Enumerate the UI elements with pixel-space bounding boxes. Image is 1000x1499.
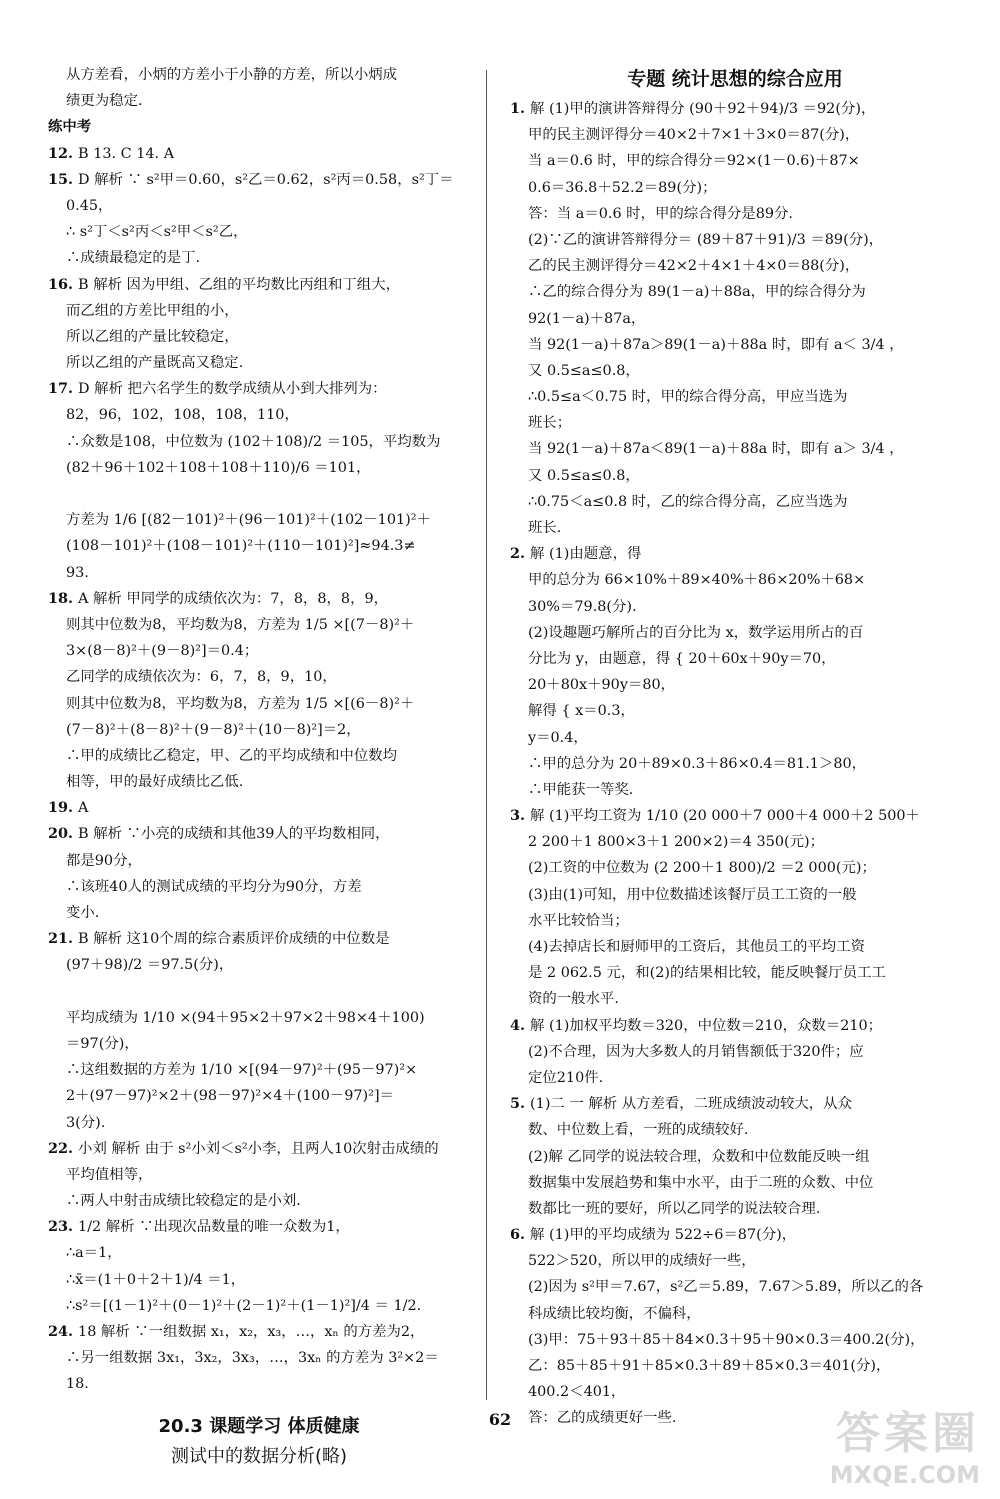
question-number: 6.: [510, 1226, 531, 1244]
text-line: y＝0.4，: [528, 729, 588, 746]
text-line: 则其中位数为8，平均数为8，方差为 1/5 ×[(6－8)²＋: [66, 695, 415, 712]
text-line: ∴0.75＜a≤0.8 时，乙的综合得分高，乙应当选为: [528, 493, 848, 510]
text-line: 0.45，: [66, 197, 113, 214]
question-number: 17.: [48, 380, 79, 398]
watermark-logo: [795, 1397, 980, 1489]
question-number: 21.: [48, 930, 79, 948]
text-line: ∴ s²丁＜s²丙＜s²甲＜s²乙，: [66, 224, 248, 241]
text-line: 6. 解 (1)甲的平均成绩为 522÷6＝87(分)，: [510, 1226, 797, 1244]
text-line: 数据集中发展趋势和集中水平，由于二班的众数、中位: [528, 1174, 874, 1191]
text-line: ∴两人中射击成绩比较稳定的是小刘.: [66, 1193, 301, 1210]
text-line: 522＞520，所以甲的成绩好一些，: [528, 1253, 756, 1270]
text-line: 变小.: [66, 905, 100, 921]
text-line: 乙的民主测评得分＝42×2＋4×1＋4×0＝88(分)，: [528, 258, 860, 275]
question-number: 12.: [48, 144, 79, 162]
text-line: 资的一般水平.: [528, 991, 619, 1008]
question-number: 1.: [510, 100, 531, 117]
text-line: 平均值相等，: [66, 1166, 153, 1183]
text-line: 0.6＝36.8＋52.2＝89(分)；: [528, 179, 717, 196]
text-line: (2)因为 s²甲＝7.67，s²乙＝5.89，7.67＞5.89，所以乙的各: [528, 1279, 924, 1296]
question-number: 18.: [48, 589, 79, 607]
text-line: 又 0.5≤a≤0.8，: [528, 362, 640, 379]
question-number: 16.: [48, 275, 79, 293]
text-line: 当 92(1－a)＋87a＜89(1－a)＋88a 时，即有 a＞ 3/4 ，: [528, 441, 904, 458]
text-line: (4)去掉店长和厨师甲的工资后，其他员工的平均工资: [528, 939, 865, 955]
column-divider: [486, 70, 487, 1400]
question-number: 20.: [48, 825, 79, 843]
text-line: 而乙组的方差比甲组的小，: [66, 302, 239, 319]
right-section-title: 专题 统计思想的综合应用: [627, 68, 843, 90]
text-line: (7－8)²＋(8－8)²＋(9－8)²＋(10－8)²]＝2，: [66, 721, 361, 738]
text-line: 18.: [66, 1376, 89, 1393]
question-number: 2.: [510, 545, 531, 563]
text-line: 数、中位数上看，一班的成绩较好.: [528, 1122, 749, 1139]
text-line: 甲的民主测评得分＝40×2＋7×1＋3×0＝87(分)，: [528, 127, 860, 144]
text-line: ∴0.5≤a＜0.75 时，甲的综合得分高，甲应当选为: [528, 389, 848, 406]
text-line: 17. D 解析 把六名学生的数学成绩从小到大排列为：: [48, 380, 387, 398]
text-line: ∴这组数据的方差为 1/10 ×[(94－97)²＋(95－97)²×: [66, 1062, 418, 1079]
watermark-top: 答案圈: [836, 1408, 980, 1459]
text-line: 82，96，102，108，108，110，: [66, 407, 299, 424]
text-line: (108－101)²＋(108－101)²＋(110－101)²]≈94.3≠: [66, 538, 416, 555]
text-line: 答：当 a＝0.6 时，甲的综合得分是89分.: [528, 205, 793, 222]
question-number: 3.: [510, 807, 531, 825]
text-line: 93.: [66, 564, 89, 581]
text-line: 20＋80x＋90y＝80，: [528, 677, 676, 694]
text-line: 30%＝79.8(分).: [528, 598, 637, 615]
text-line: 18. A 解析 甲同学的成绩依次为：7，8，8，8，9，: [48, 589, 389, 607]
text-line: 是 2 062.5 元，和(2)的结果相比较，能反映餐厅员工工: [528, 965, 886, 982]
text-line: ∴众数是108，中位数为 (102＋108)/2 ＝105，平均数为: [66, 433, 441, 450]
text-line: (82＋96＋102＋108＋108＋110)/6 ＝101，: [66, 459, 371, 476]
question-number: 23.: [48, 1218, 79, 1236]
question-number: 15.: [48, 170, 79, 188]
text-line: 乙同学的成绩依次为：6，7，8，9，10，: [66, 669, 337, 686]
text-line: (2)工资的中位数为 (2 200＋1 800)/2 ＝2 000(元)；: [528, 860, 876, 877]
text-line: (2)设趣题巧解所占的百分比为 x，数学运用所占的百: [528, 624, 864, 641]
text-line: (97＋98)/2 ＝97.5(分)，: [66, 957, 234, 974]
text-line: 绩更为稳定.: [66, 93, 143, 110]
text-line: 解得 { x＝0.3，: [528, 703, 635, 720]
text-line: 2＋(97－97)²×2＋(98－97)²×4＋(100－97)²]＝: [66, 1088, 394, 1105]
text-line: 1. 解 (1)甲的演讲答辩得分 (90＋92＋94)/3 ＝92(分)，: [510, 100, 876, 117]
text-line: (3)甲：75＋93＋85＋84×0.3＋95＋90×0.3＝400.2(分)，: [528, 1331, 925, 1348]
text-line: (2)∵乙的演讲答辩得分＝ (89＋87＋91)/3 ＝89(分)，: [528, 231, 884, 248]
text-line: 20. B 解析 ∵小亮的成绩和其他39人的平均数相同，: [48, 825, 390, 843]
text-line: 班长.: [528, 520, 562, 536]
text-line: 3×(8－8)²＋(9－8)²]＝0.4；: [66, 643, 259, 660]
question-number: 22.: [48, 1139, 79, 1157]
text-line: 方差为 1/6 [(82－101)²＋(96－101)²＋(102－101)²＋: [66, 512, 431, 529]
text-line: ∴甲的总分为 20＋89×0.3＋86×0.4＝81.1＞80，: [528, 755, 867, 772]
text-line: ∴甲能获一等奖.: [528, 781, 634, 798]
section-title-line2: 测试中的数据分析(略): [170, 1445, 348, 1467]
text-line: (2)解 乙同学的说法较合理，众数和中位数能反映一组: [528, 1148, 870, 1165]
text-line: ∴成绩最稳定的是丁.: [66, 250, 201, 267]
question-number: 5.: [510, 1095, 531, 1113]
text-line: [48, 481, 470, 507]
text-line: 又 0.5≤a≤0.8，: [528, 467, 640, 484]
question-number: 4.: [510, 1016, 531, 1034]
section-title-line1: 20.3 课题学习 体质健康: [158, 1415, 360, 1437]
text-line: 12. B 13. C 14. A: [48, 144, 175, 162]
text-line: ∴该班40人的测试成绩的平均分为90分，方差: [66, 878, 362, 895]
text-line: 400.2＜401，: [528, 1384, 626, 1401]
watermark-bottom: MXQE.COM: [829, 1461, 980, 1489]
text-line: 5. (1)二 一 解析 从方差看，二班成绩波动较大，从众: [510, 1095, 852, 1113]
section-heading: 练中考: [48, 119, 92, 136]
text-line: 92(1－a)＋87a，: [528, 310, 646, 327]
text-line: 所以乙组的产量比较稳定，: [66, 328, 239, 345]
text-line: 3(分).: [66, 1114, 106, 1131]
text-line: 从方差看，小炳的方差小于小静的方差，所以小炳成: [66, 67, 397, 83]
text-line: 16. B 解析 因为甲组、乙组的平均数比丙组和丁组大，: [48, 275, 400, 293]
text-line: (2)不合理，因为大多数人的月销售额低于320件；应: [528, 1043, 864, 1060]
left-column: [48, 62, 470, 1472]
text-line: ∴乙的综合得分为 89(1－a)＋88a，甲的综合得分为: [528, 284, 866, 301]
text-line: 当 a＝0.6 时，甲的综合得分＝92×(1－0.6)＋87×: [528, 153, 860, 170]
text-line: ∴x̄＝(1＋0＋2＋1)/4 ＝1，: [66, 1271, 246, 1288]
text-line: ＝97(分)，: [66, 1035, 139, 1052]
text-line: 所以乙组的产量既高又稳定.: [66, 355, 244, 372]
question-number: 19.: [48, 799, 79, 817]
text-line: 23. 1/2 解析 ∵出现次品数量的唯一众数为1，: [48, 1218, 350, 1236]
text-line: 22. 小刘 解析 由于 s²小刘＜s²小李，且两人10次射击成绩的: [48, 1139, 439, 1157]
right-column: [510, 62, 960, 1432]
text-line: (3)由(1)可知，用中位数描述该餐厅员工工资的一般: [528, 886, 857, 903]
text-line: 平均成绩为 1/10 ×(94＋95×2＋97×2＋98×4＋100): [66, 1009, 425, 1026]
question-number: 24.: [48, 1323, 79, 1340]
text-line: ∴s²＝[(1－1)²＋(0－1)²＋(2－1)²＋(1－1)²]/4 ＝ 1/2.: [66, 1297, 422, 1314]
text-line: 2. 解 (1)由题意，得: [510, 545, 642, 563]
text-line: 分比为 y，由题意，得 { 20＋60x＋90y＝70，: [528, 650, 836, 667]
text-line: ∴甲的成绩比乙稳定，甲、乙的平均成绩和中位数均: [66, 747, 397, 764]
text-line: ∴a＝1，: [66, 1245, 122, 1262]
text-line: 4. 解 (1)加权平均数＝320，中位数＝210，众数＝210；: [510, 1016, 883, 1034]
text-line: 3. 解 (1)平均工资为 1/10 (20 000＋7 000＋4 000＋2 500＋: [510, 807, 920, 825]
text-line: 甲的总分为 66×10%＋89×40%＋86×20%＋68×: [528, 572, 866, 589]
text-line: 乙：85＋85＋91＋85×0.3＋89＋85×0.3＝401(分)，: [528, 1358, 891, 1374]
text-line: 当 92(1－a)＋87a＞89(1－a)＋88a 时，即有 a＜ 3/4 ，: [528, 336, 904, 353]
text-line: [48, 979, 470, 1005]
text-line: 科成绩比较均衡，不偏科，: [528, 1305, 701, 1322]
text-line: 19. A: [48, 799, 89, 817]
text-line: 定位210件.: [528, 1069, 604, 1086]
text-line: 24. 18 解析 ∵一组数据 x₁，x₂，x₃，…，xₙ 的方差为2，: [48, 1323, 425, 1340]
text-line: ∴另一组数据 3x₁，3x₂，3x₃，…，3xₙ 的方差为 3²×2＝: [66, 1350, 439, 1367]
text-line: 班长；: [528, 415, 572, 432]
page-number: 62: [488, 1410, 512, 1429]
text-line: 15. D 解析 ∵ s²甲＝0.60，s²乙＝0.62，s²丙＝0.58，s²丁＝: [48, 170, 454, 188]
text-line: 21. B 解析 这10个周的综合素质评价成绩的中位数是: [48, 930, 390, 948]
text-line: 都是90分，: [66, 852, 142, 869]
text-line: 答：乙的成绩更好一些.: [528, 1410, 677, 1427]
text-line: 数都比一班的要好，所以乙同学的说法较合理.: [528, 1200, 821, 1217]
text-line: 2 200＋1 800×3＋1 200×2)＝4 350(元)；: [528, 834, 825, 851]
text-line: 水平比较恰当；: [528, 912, 629, 929]
text-line: 相等，甲的最好成绩比乙低.: [66, 774, 244, 791]
text-line: 则其中位数为8，平均数为8，方差为 1/5 ×[(7－8)²＋: [66, 616, 415, 633]
